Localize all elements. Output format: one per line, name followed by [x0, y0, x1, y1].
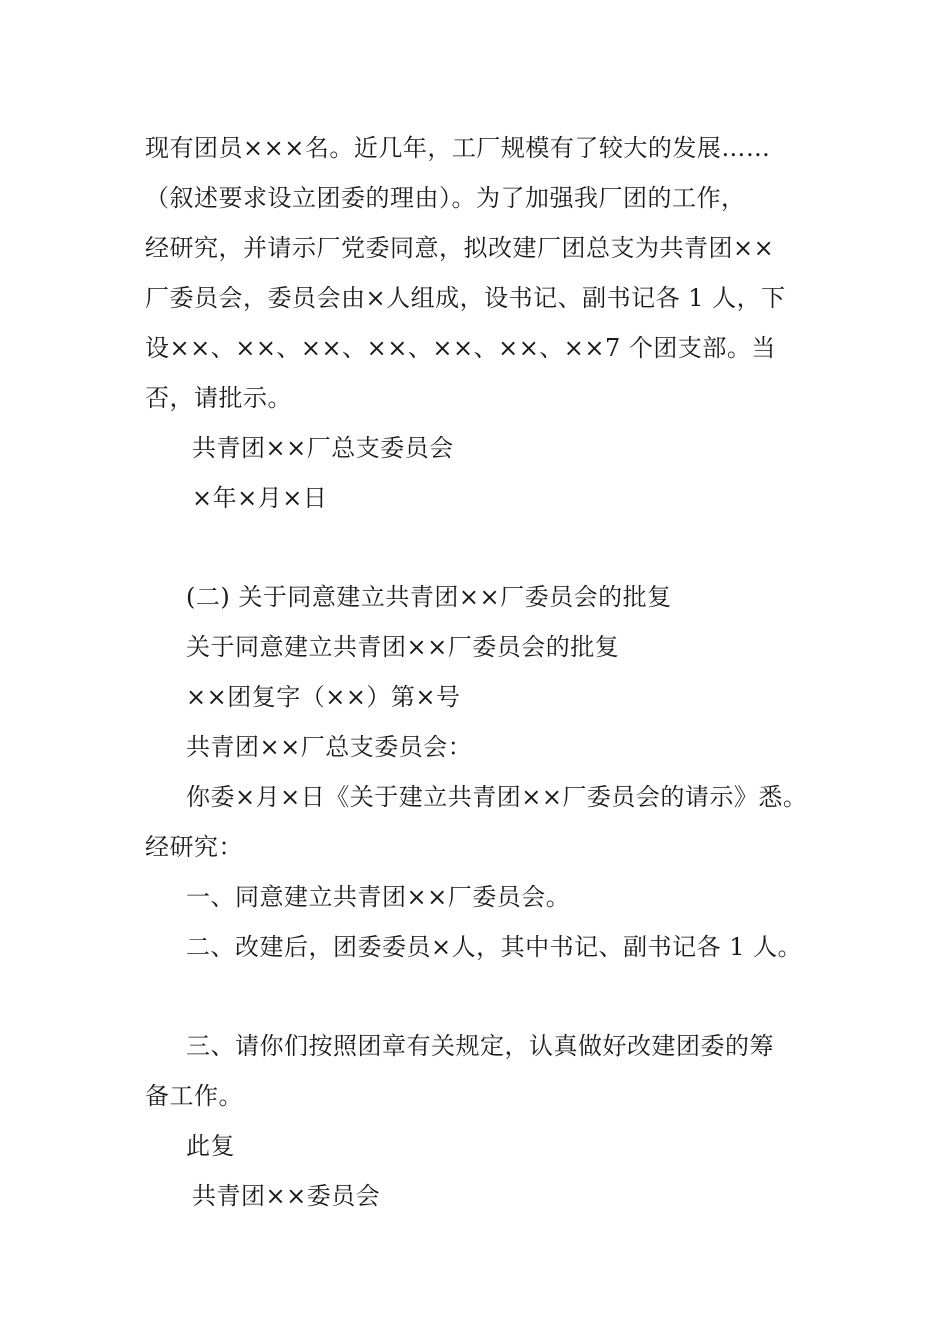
paragraph-line: 厂委员会，委员会由×人组成，设书记、副书记各 1 人，下: [145, 284, 786, 312]
paragraph-line: 现有团员×××名。近几年，工厂规模有了较大的发展……: [145, 134, 771, 162]
document-number: ××团复字（××）第×号: [186, 683, 461, 711]
paragraph-line: 设××、××、××、××、××、××、××7 个团支部。当: [145, 334, 776, 362]
signature-date: ×年×月×日: [192, 484, 328, 512]
closing-phrase: 此复: [186, 1132, 235, 1160]
paragraph-line: 你委×月×日《关于建立共青团××厂委员会的请示》悉。: [186, 783, 808, 811]
signature-org: 共青团××委员会: [192, 1182, 381, 1210]
paragraph-line: 经研究：: [145, 833, 243, 861]
paragraph-line: 经研究，并请示厂党委同意，拟改建厂团总支为共青团××: [145, 234, 775, 262]
paragraph-line: （叙述要求设立团委的理由）。为了加强我厂团的工作，: [145, 184, 746, 212]
paragraph-line: 备工作。: [145, 1082, 243, 1110]
paragraph-line: 否，请批示。: [145, 384, 292, 412]
list-item: 一、同意建立共青团××厂委员会。: [186, 883, 571, 911]
section-heading: (二) 关于同意建立共青团××厂委员会的批复: [186, 583, 672, 611]
list-item: 三、请你们按照团章有关规定，认真做好改建团委的筹: [186, 1032, 774, 1060]
document-title: 关于同意建立共青团××厂委员会的批复: [186, 633, 620, 661]
signature-org: 共青团××厂总支委员会: [192, 434, 454, 462]
recipient: 共青团××厂总支委员会：: [186, 733, 473, 761]
list-item: 二、改建后，团委委员×人，其中书记、副书记各 1 人。: [186, 933, 803, 961]
